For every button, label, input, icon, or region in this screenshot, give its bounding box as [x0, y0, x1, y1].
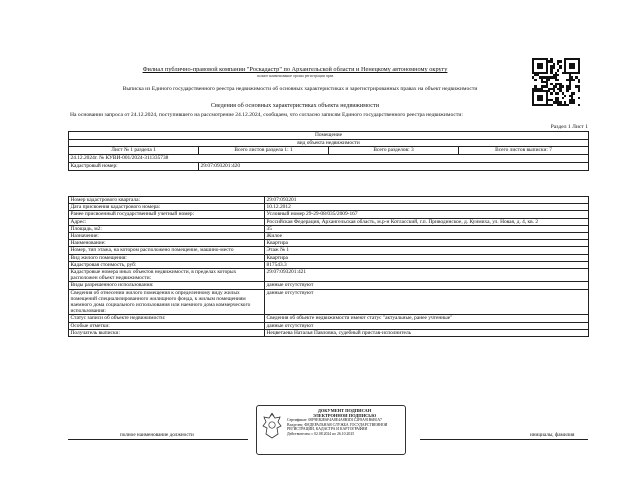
table-row [69, 211, 589, 218]
initials-caption: инициалы, фамилия [530, 432, 575, 438]
table-row [69, 322, 589, 329]
coat-of-arms-icon [261, 412, 283, 440]
row-label: Кадастровые номера иных объектов недвижимости, в пределах которых расположен объект недвижимости: [69, 269, 265, 282]
row-value: Российская Федерация, Архангельская область, м.р-н Котласский, г.п. Приводинское, д. Куимиха, ул. Новая, д. 4, кв. 2 [265, 218, 589, 225]
row-label: Статус записи об объекте недвижимости: [69, 315, 265, 322]
row-label: Дата присвоения кадастрового номера: [69, 204, 265, 211]
row-label: Назначение: [69, 233, 265, 240]
row-value: 29:07:093201 [265, 197, 589, 204]
row-label: Получатель выписки: [69, 329, 265, 336]
extract-title: Выписка из Единого государственного реестра недвижимости об основных характеристиках и зарегистрированных правах на объект недвижимости [122, 86, 478, 92]
row-value: Квартира [265, 254, 589, 261]
table-row [69, 204, 589, 211]
qr-code-icon [532, 58, 580, 106]
sheet-label: Раздел 1 Лист 1 [550, 124, 588, 130]
section-title: Сведения об основных характеристиках объекта недвижимости [210, 102, 380, 109]
row-value: Квартира [265, 240, 589, 247]
object-type-caption: вид объекта недвижимости [69, 140, 589, 147]
table-row [69, 197, 589, 204]
row-value: Этаж № 1 [265, 247, 589, 254]
initials-line [420, 439, 588, 440]
row-label: Виды разрешенного использования: [69, 282, 265, 289]
total-sheets-section: Всего листов раздела 1: 1 [199, 147, 329, 155]
row-value: Условный номер 29-29-08/035/2009-167 [265, 211, 589, 218]
table-row [69, 254, 589, 261]
agency-name: Филиал публично-правовой компании "Роскадастр" по Архангельской области и Ненецкому автономному округу [142, 66, 448, 73]
row-label: Особые отметки: [69, 322, 265, 329]
table-row [69, 261, 589, 268]
row-value: 29:07:093201:421 [265, 269, 589, 282]
header-table [68, 131, 589, 171]
table-row [69, 247, 589, 254]
table-row [69, 315, 589, 322]
row-label: Сведения об отнесении жилого помещения к определенному виду жилых помещений специализированного жилищного фонда, к жилым помещениям наемного дома социального использования или наемного дома коммерческого использования: [69, 289, 265, 315]
sheet-number: Лист № 1 раздела 1 [69, 147, 199, 155]
row-value: Жилое [265, 233, 589, 240]
electronic-signature-stamp [256, 405, 406, 455]
table-row [69, 269, 589, 282]
row-label: Ранее присвоенный государственный учетный номер: [69, 211, 265, 218]
table-row [69, 218, 589, 225]
position-line [68, 439, 248, 440]
characteristics-table [68, 196, 589, 337]
stamp-owner: Владелец: ФЕДЕРАЛЬНАЯ СЛУЖБА ГОСУДАРСТВЕННОЙ [287, 422, 388, 427]
row-label: Номер кадастрового квартала: [69, 197, 265, 204]
row-label: Номер, тип этажа, на котором расположено помещение, машино-место [69, 247, 265, 254]
total-sections: Всего разделов: 3 [329, 147, 459, 155]
row-value: Нецветаева Наталья Павловна, судебный пристав-исполнитель [265, 329, 589, 336]
row-label: Наименование: [69, 240, 265, 247]
table-row [69, 329, 589, 336]
stamp-owner-2: РЕГИСТРАЦИИ, КАДАСТРА И КАРТОГРАФИИ [287, 427, 368, 432]
table-row [69, 240, 589, 247]
total-sheets-extract: Всего листов выписки: 7 [459, 147, 589, 155]
extract-date-number: 24.12.2024г. № КУВИ-001/2024-311335738 [69, 155, 589, 163]
row-label: Вид жилого помещения: [69, 254, 265, 261]
row-value: Сведения об объекте недвижимости имеют статус "актуальные, ранее учтенные" [265, 315, 589, 322]
row-label: Площадь, м2: [69, 225, 265, 232]
row-value: данные отсутствуют [265, 289, 589, 315]
cadastral-number-value: 29:07:093201:420 [199, 163, 589, 171]
table-row [69, 233, 589, 240]
stamp-certificate: Сертификат: 00F9EB2E6F4A8E4A8B3D1C2F8A91B6E0A7 [287, 418, 382, 423]
row-label: Кадастровая стоимость, руб: [69, 261, 265, 268]
basis-statement: На основании запроса от 24.12.2024, поступившего на рассмотрение 24.12.2024, сообщаем, что согласно записям Единого государственного реестра недвижимости: [70, 112, 463, 118]
cadastral-number-label: Кадастровый номер: [69, 163, 199, 171]
row-value: 10.12.2012 [265, 204, 589, 211]
position-caption: полное наименование должности [120, 432, 194, 438]
row-label: Адрес: [69, 218, 265, 225]
row-value: данные отсутствуют [265, 322, 589, 329]
row-value: 817543.3 [265, 261, 589, 268]
stamp-validity: Действителен: с 02.08.2024 по 26.10.2025 [287, 431, 355, 436]
row-value: 35 [265, 225, 589, 232]
stamp-title: ДОКУМЕНТ ПОДПИСАН [317, 409, 372, 413]
table-row [69, 289, 589, 315]
row-value: данные отсутствуют [265, 282, 589, 289]
table-row [69, 225, 589, 232]
agency-caption: полное наименование органа регистрации прав [256, 74, 334, 78]
object-type: Помещение [69, 132, 589, 140]
stamp-title-2: ЭЛЕКТРОННОЙ ПОДПИСЬЮ [312, 413, 377, 418]
table-row [69, 282, 589, 289]
